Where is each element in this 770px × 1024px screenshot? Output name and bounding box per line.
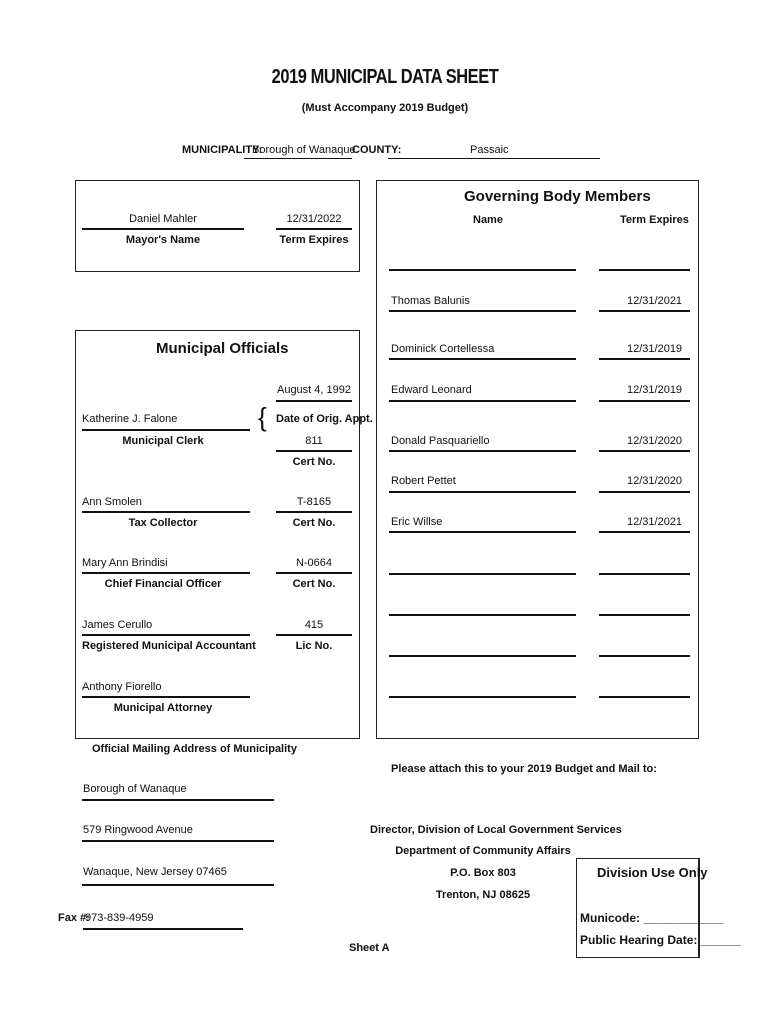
page-title: 2019 MUNICIPAL DATA SHEET — [271, 66, 499, 88]
gb-member-name[interactable]: Eric Willse — [391, 516, 443, 528]
gb-member-name[interactable]: Dominick Cortellessa — [391, 343, 495, 355]
gb-member-term[interactable]: 12/31/2021 — [627, 516, 683, 528]
gb-name-label: Name — [473, 214, 503, 226]
gb-member-term[interactable]: 12/31/2019 — [627, 384, 683, 396]
gb-member-name[interactable]: Donald Pasquariello — [391, 435, 490, 447]
rma-lic-label: Lic No. — [295, 640, 333, 652]
cfo-cert[interactable]: N-0664 — [295, 557, 333, 569]
mailing-line-3[interactable]: Wanaque, New Jersey 07465 — [83, 866, 227, 878]
cfo-name[interactable]: Mary Ann Brindisi — [82, 557, 168, 569]
rma-title: Registered Municipal Accountant — [82, 640, 256, 652]
rma-lic[interactable]: 415 — [304, 619, 324, 631]
governing-body-heading: Governing Body Members — [464, 188, 651, 205]
clerk-cert[interactable]: 811 — [305, 435, 323, 447]
gb-member-term[interactable]: 12/31/2020 — [627, 435, 683, 447]
municipality-field[interactable]: Borough of Wanaque — [252, 144, 356, 156]
fax-field[interactable]: 973-839-4959 — [85, 912, 154, 924]
clerk-cert-label: Cert No. — [292, 456, 336, 468]
gb-member-term[interactable]: 12/31/2020 — [627, 475, 683, 487]
mailing-line-1[interactable]: Borough of Wanaque — [83, 783, 187, 795]
rma-name[interactable]: James Cerullo — [82, 619, 153, 631]
clerk-name[interactable]: Katherine J. Falone — [82, 413, 178, 425]
fax-label: Fax #: — [58, 912, 90, 924]
mayor-name[interactable]: Daniel Mahler — [129, 213, 197, 225]
tax-collector-title: Tax Collector — [128, 517, 198, 529]
mailing-line-2[interactable]: 579 Ringwood Avenue — [83, 824, 193, 836]
clerk-appt-label: Date of Orig. Appt. — [276, 413, 373, 425]
county-field[interactable]: Passaic — [470, 144, 509, 156]
clerk-title: Municipal Clerk — [122, 435, 204, 447]
tax-collector-cert[interactable]: T-8165 — [296, 496, 332, 508]
gb-term-label: Term Expires — [620, 214, 689, 226]
cfo-title: Chief Financial Officer — [104, 578, 222, 590]
municode-field[interactable]: Municode: ____________ — [580, 911, 724, 925]
gb-member-name[interactable]: Edward Leonard — [391, 384, 472, 396]
mail-to-line-4: Trenton, NJ 08625 — [435, 889, 531, 901]
municipality-label: MUNICIPALITY: — [182, 144, 263, 156]
gb-member-name[interactable]: Thomas Balunis — [391, 295, 470, 307]
hearing-date-field[interactable]: Public Hearing Date: ______ — [580, 933, 741, 947]
gb-member-term[interactable]: 12/31/2021 — [627, 295, 683, 307]
mail-to-line-1: Director, Division of Local Government Services — [370, 824, 622, 836]
mayor-term-label: Term Expires — [279, 234, 349, 246]
gb-member-term[interactable]: 12/31/2019 — [627, 343, 683, 355]
mail-instruction: Please attach this to your 2019 Budget and Mail to: — [391, 763, 657, 775]
gb-member-name[interactable]: Robert Pettet — [391, 475, 456, 487]
division-use-title: Division Use Only — [597, 865, 708, 880]
cfo-cert-label: Cert No. — [292, 578, 336, 590]
tax-collector-cert-label: Cert No. — [292, 517, 336, 529]
page-subtitle: (Must Accompany 2019 Budget) — [301, 102, 469, 114]
attorney-title: Municipal Attorney — [113, 702, 213, 714]
mayor-name-label: Mayor's Name — [125, 234, 201, 246]
attorney-name[interactable]: Anthony Fiorello — [82, 681, 162, 693]
clerk-appt-date[interactable]: August 4, 1992 — [276, 384, 351, 396]
officials-heading: Municipal Officials — [156, 340, 289, 357]
mail-to-line-3: P.O. Box 803 — [450, 867, 516, 879]
mail-to-line-2: Department of Community Affairs — [395, 845, 571, 857]
county-label: COUNTY: — [352, 144, 402, 156]
tax-collector-name[interactable]: Ann Smolen — [82, 496, 142, 508]
mayor-box — [75, 180, 360, 272]
brace-icon: { — [258, 402, 267, 432]
sheet-label: Sheet A — [349, 942, 390, 954]
mailing-address-label: Official Mailing Address of Municipality — [92, 743, 297, 755]
mayor-term[interactable]: 12/31/2022 — [286, 213, 342, 225]
